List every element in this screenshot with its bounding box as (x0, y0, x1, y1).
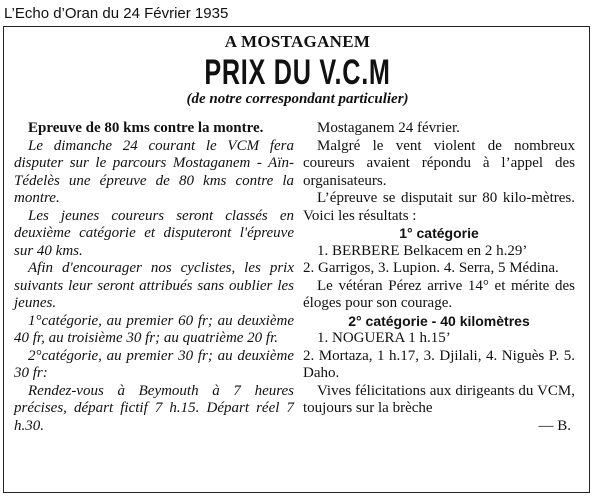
category-1-heading: 1° catégorie (399, 225, 479, 241)
category-1-winner: 1. BERBERE Belkacem en 2 h.29’ (317, 242, 528, 259)
category-2-heading: 2° catégorie - 40 kilomètres (348, 312, 530, 329)
category-2-winner: 1. NOGUERA 1 h.15’ (317, 330, 451, 346)
paragraph: Rendez-vous à Beymouth à 7 heures précises, départ fictif 7 h.15. Départ réel 7 h.30. (14, 382, 294, 434)
dateline: Mostaganem 24 février. (317, 120, 460, 136)
paragraph: Le dimanche 24 courant le VCM fera disputer sur le parcours Mostaganem - Aïn-Tédelès une épreuve de 80 kms contre la montre. (14, 137, 294, 206)
left-column-heading: Epreuve de 80 kms contre la montre. (28, 120, 264, 136)
paragraph: Afin d'encourager nos cyclistes, les prix suivants leur seront attribués sans oublier les jeunes. (14, 260, 294, 311)
left-column (14, 120, 294, 435)
signature: — B. (538, 417, 571, 434)
veteran-note: Le vétéran Pérez arrive 14° et mérite des éloges pour son courage. (303, 277, 575, 311)
paragraph: L’épreuve se disputait sur 80 kilo-mètres. Voici les résultats : (303, 190, 575, 224)
paragraph: Malgré le vent violent de nombreux coureurs avaient répondu à l’appel des organisateurs. (303, 137, 575, 189)
paragraph: 1°catégorie, au premier 60 fr; au deuxième 40 fr, au troisième 30 fr; au quatrième 20 fr. (14, 312, 294, 346)
category-1-others: 2. Garrigos, 3. Lupion. 4. Serra, 5 Médina. (303, 260, 559, 276)
article-title: PRIX DU V.C.M (204, 53, 391, 92)
article-byline: (de notre correspondant particulier) (186, 91, 409, 107)
paragraph: 2°catégorie, au premier 30 fr; au deuxième 30 fr: (14, 347, 294, 381)
location-heading: A MOSTAGANEM (224, 32, 371, 51)
paragraph: Les jeunes coureurs seront classés en deuxième catégorie et disputeront l'épreuve sur 40 kms. (14, 207, 294, 259)
category-2-others: 2. Mortaza, 1 h.17, 3. Djilali, 4. Niguès P. 5. Daho. (303, 347, 575, 381)
source-caption: L’Echo d’Oran du 24 Février 1935 (4, 5, 229, 22)
closing-paragraph: Vives félicitations aux dirigeants du VCM, toujours sur la brèche (303, 382, 575, 416)
right-column (303, 120, 575, 435)
